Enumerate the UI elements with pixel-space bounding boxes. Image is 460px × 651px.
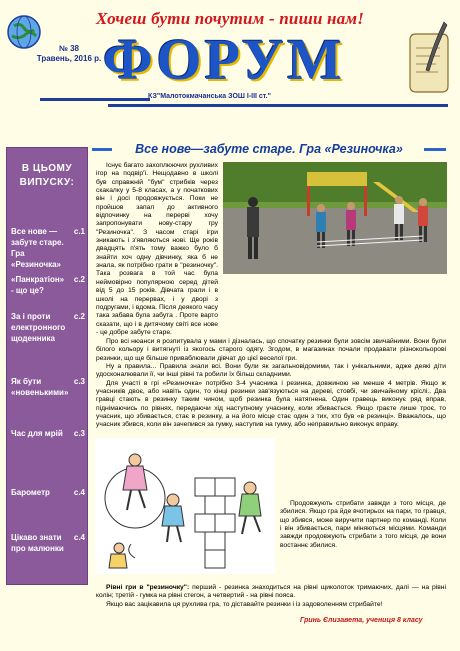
toc-item-label: Як бути «новенькими» [11,377,69,397]
article-paragraph: Продовжують стрибати завжди з того місця, де збилися. Якщо гра йде вчотирьох на пари, то гравця, що збився, може виручити партнер по команді. Коли і він збивається, пари міняються місцями. Команди завжди продовжують стрибати з того місця, де вони востаннє збилися. [280,500,446,549]
quill-scroll-icon [404,20,452,100]
toc-item-page: с.1 [73,227,85,236]
headline-rule-right [424,148,446,151]
contents-sidebar [6,147,88,585]
article-text-intro [96,162,218,337]
toc-item-label: «Панкратіон» - що це? [11,275,65,295]
article-paragraph: Якщо вас зацікавила ця рухлива гра, то діставайте резинки і із задоволенням стрибайте! [106,600,383,608]
toc-item[interactable] [11,274,85,296]
toc-item-label: Час для мрій [11,429,63,438]
toc-item-page: с.3 [73,429,85,438]
toc-item[interactable] [11,376,85,398]
masthead-divider [40,98,150,101]
toc-item-page: с.2 [73,275,85,284]
toc-item[interactable] [11,226,85,270]
toc-item-label: Цікаво знати про малюнки [11,533,64,553]
issue-number: № 38 [58,44,80,53]
toc-item-page: с.4 [73,488,85,497]
article-author: Гринь Єлизавета, учениця 8 класу [300,617,423,624]
toc-item-label: Все нове — забуте старе. Гра «Резиночка» [11,227,64,269]
newspaper-logo: ФОРУМ [103,27,345,92]
school-name: КЗ"Малотокмачанська ЗОШ І-ІІІ ст." [148,93,271,100]
toc-item-page: с.3 [73,377,85,386]
article-paragraph: Ну а правила... Правила знали всі. Вони були як загальновідомими, так і унікальними, адже деякі діти удосконалювали її, чи інші рівні та робили їх більш складними. [96,363,446,379]
masthead-underline [108,104,448,107]
toc-item[interactable] [11,487,85,498]
article-text-middle [96,338,446,430]
toc-item-label: За і проти електронного щоденника [11,312,66,343]
article-paragraph: Для участі в грі «Резиночка» потрібно 3-4 учасника і резинка, довжиною не менше 4 метрів. Якщо ж учасників двоє, або навіть один, то кінці резинки зав'язуються на дереві, стовбі, чи звичайному кріслі.. Два гравці стають в резинку таким чином, щоб резинка була натягнена. Один гравець виконує ряд вправ, піднімаючись по рівнях, передаючи хід наступному учаснику, коли збивається. Якщо граєте лише троє, то учасник, що збивається, стає в резинку, а на його місце стає один з тих, хто був «в резинці». Вважалось, що учасник збився, коли він зачепився за гумку, наступив на гумку, або неправильно виконує вправу. [96,379,446,429]
article-text-side [280,500,446,550]
issue-info [34,44,104,64]
levels-text: перший - резинка знаходиться на рівні щиколоток тримаючих, далі — на рівні колін; третій - гумка на рівні стегон, а четвертий - на рівні пояса. [96,584,446,600]
children-jumping-drawing [95,438,275,574]
toc-item[interactable] [11,428,85,439]
issue-date: Травень, 2016 р. [36,54,102,63]
toc-item-label: Барометр [11,488,50,497]
toc-item[interactable] [11,532,85,554]
article-headline: Все нове—забуте старе. Гра «Резиночка» [135,142,403,156]
article-headline-bar [92,139,446,159]
article-paragraph: Про всі нюанси я розпитувала у мами і дізналась, що спочатку резинки були зовсім звичайними. Вони були білого кольору і витягнуті із якогось старого одягу. Згодом, в магазинах почали продавати різнокольорові резинки, що ще більше приваблювали дівчат до цієї веселої гри. [96,338,446,362]
toc-item-page: с.4 [73,533,85,542]
article-text-bottom [96,584,446,609]
article-paragraph: Існує багато захоплюючих рухливих ігор на подвір'ї. Нещодавно в школі був справжній "бум" стрибків через скакалку у 5-8 класах, а у початкових він і досі продовжується. Поки не пройшов запал до активного відпочинку на перерві хочу запропонувати нову-стару гру "Резиночка". З часом старі ігри зникають і з'являються нові. Ще років двадцять п'ять тому важко було б знайти хоч одну дівчинку, яка б не знала, як потрібно грати в "резиночку". Така розвага в той час була неймовірно популярною серед дітей від 5 до 15 років. Дівчата грали і в школі на перервах, і у дворі з подругами, і вдома. Після деякого часу така забава була забута . Проте варто сказати, що і в дитячому світі все нове - це добре забуте старе. [96,162,218,336]
sidebar-title: В ЦЬОМУ ВИПУСКУ: [19,163,75,188]
toc-item[interactable] [11,311,85,344]
article-paragraph [96,584,446,601]
toc-item-page: с.2 [73,312,85,321]
levels-label: Рівні гри в "резиночку": [106,584,190,591]
masthead-slogan: Хочеш бути почутим - пиши нам! [95,9,365,28]
playground-photo [223,162,447,274]
